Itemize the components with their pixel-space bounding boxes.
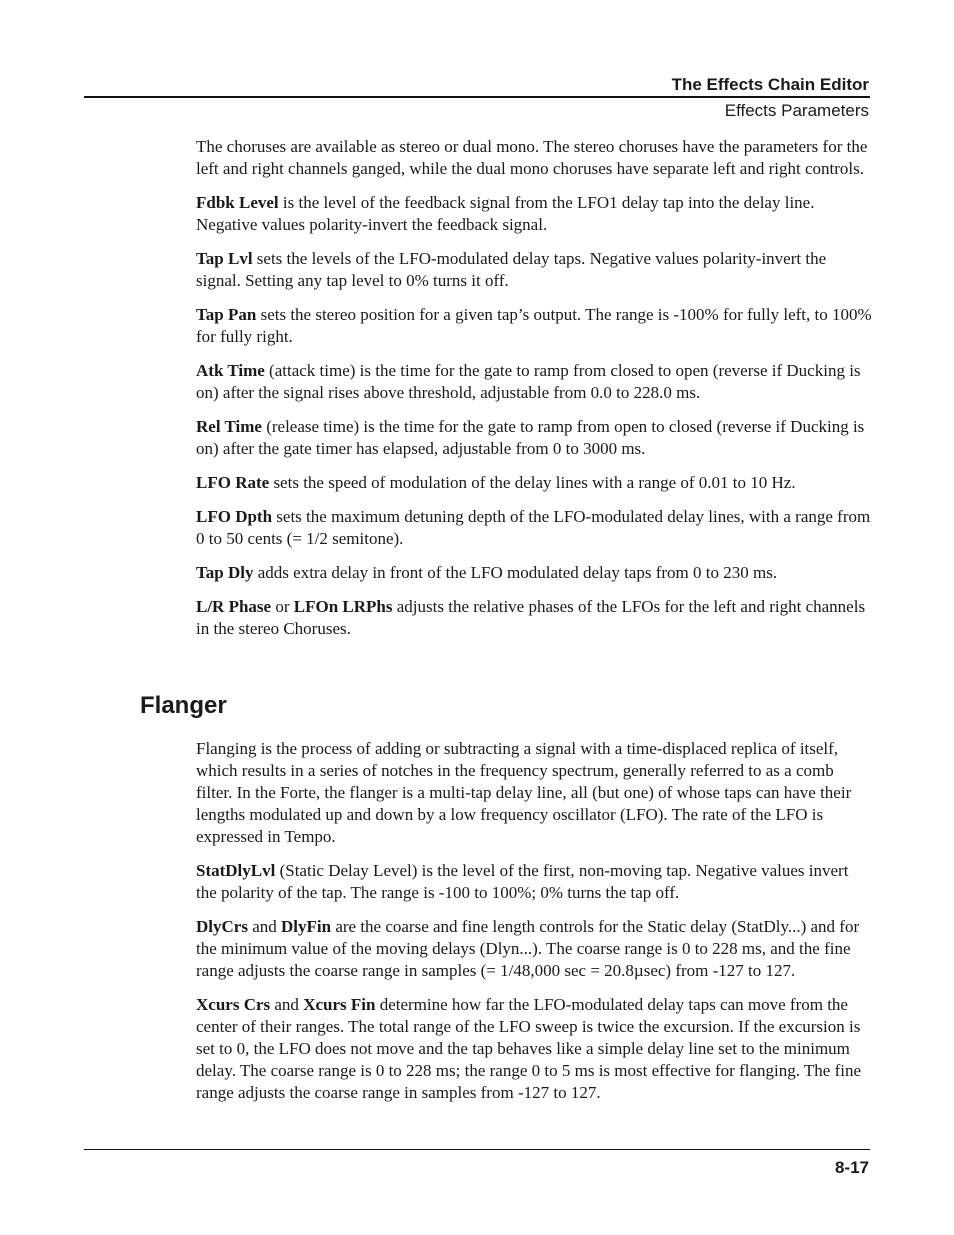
param-term: DlyFin (281, 917, 332, 936)
param-joiner: or (271, 597, 294, 616)
param-description: sets the maximum detuning depth of the LFO-modulated delay lines, with a range from 0 to 50 cents (= 1/2 semitone). (196, 507, 871, 548)
section-heading-flanger: Flanger (140, 692, 227, 719)
param-term: LFOn LRPhs (293, 597, 393, 616)
param-description: sets the stereo position for a given tap’s output. The range is -100% for fully left, to 100% for fully right. (196, 305, 872, 346)
param-atk-time (196, 360, 872, 404)
param-term: LFO Rate (196, 473, 270, 492)
param-term: Fdbk Level (196, 193, 279, 212)
param-xcurs (196, 994, 872, 1104)
param-fdbk-level (196, 192, 872, 236)
chorus-section (196, 136, 872, 640)
param-term: L/R Phase (196, 597, 272, 616)
param-term: DlyCrs (196, 917, 248, 936)
param-term: Xcurs Crs (196, 995, 271, 1014)
footer-rule (84, 1149, 870, 1150)
param-lfo-rate (196, 472, 872, 494)
param-description: (Static Delay Level) is the level of the first, non-moving tap. Negative values invert the polarity of the tap. The range is -100 to 100%; 0% turns the tap off. (196, 861, 849, 902)
header-rule (84, 96, 870, 98)
param-joiner: and (270, 995, 304, 1014)
chorus-intro-paragraph: The choruses are available as stereo or dual mono. The stereo choruses have the parameters for the left and right channels ganged, while the dual mono choruses have separate left and right controls. (196, 137, 868, 178)
param-statdlylvl (196, 860, 872, 904)
param-joiner: and (247, 917, 281, 936)
param-term: Atk Time (196, 361, 265, 380)
param-term: Xcurs Fin (303, 995, 376, 1014)
param-term: Rel Time (196, 417, 262, 436)
param-term: StatDlyLvl (196, 861, 276, 880)
param-description: determine how far the LFO-modulated delay taps can move from the center of their ranges. The total range of the LFO sweep is twice the excursion. If the excursion is set to 0, the LFO does not move and the tap behaves like a simple delay line set to the minimum delay. The coarse range is 0 to 228 ms; the range 0 to 5 ms is most effective for flanging. The fine range adjusts the coarse range in samples from -127 to 127. (196, 995, 862, 1102)
param-lfo-dpth (196, 506, 872, 550)
param-dlycrs-dlyfin (196, 916, 872, 982)
param-description: (attack time) is the time for the gate to ramp from closed to open (reverse if Ducking is on) after the signal rises above threshold, adjustable from 0.0 to 228.0 ms. (196, 361, 861, 402)
param-term: LFO Dpth (196, 507, 273, 526)
param-tap-lvl (196, 248, 872, 292)
param-description: adds extra delay in front of the LFO modulated delay taps from 0 to 230 ms. (253, 563, 778, 582)
flanger-intro-paragraph: Flanging is the process of adding or subtracting a signal with a time-displaced replica of itself, which results in a series of notches in the frequency spectrum, generally referred to as a comb filter. In the Forte, the flanger is a multi-tap delay line, all (but one) of whose taps can have their lengths modulated up and down by a low frequency oscillator (LFO). The rate of the LFO is expressed in Tempo. (196, 739, 852, 846)
param-description: adjusts the relative phases of the LFOs for the left and right channels in the stereo Choruses. (196, 597, 866, 638)
param-tap-dly (196, 562, 872, 584)
param-term: Tap Lvl (196, 249, 253, 268)
param-term: Tap Pan (196, 305, 257, 324)
running-header-subtitle: Effects Parameters (724, 101, 869, 120)
page-number: 8-17 (834, 1158, 869, 1177)
running-header-title: The Effects Chain Editor (671, 75, 869, 94)
param-description: (release time) is the time for the gate to ramp from open to closed (reverse if Ducking is on) after the gate timer has elapsed, adjustable from 0 to 3000 ms. (196, 417, 865, 458)
param-description: is the level of the feedback signal from the LFO1 delay tap into the delay line. Negative values polarity-invert the feedback signal. (196, 193, 815, 234)
flanger-section (196, 738, 872, 1104)
param-rel-time (196, 416, 872, 460)
param-lr-phase (196, 596, 872, 640)
param-description: are the coarse and fine length controls for the Static delay (StatDly...) and for the minimum value of the moving delays (Dlyn...). The coarse range is 0 to 228 ms, and the fine range adjusts the coarse range in samples (= 1/48,000 sec = 20.8µsec) from -127 to 127. (196, 917, 860, 980)
param-description: sets the levels of the LFO-modulated delay taps. Negative values polarity-invert the signal. Setting any tap level to 0% turns it off. (196, 249, 827, 290)
param-tap-pan (196, 304, 872, 348)
param-description: sets the speed of modulation of the delay lines with a range of 0.01 to 10 Hz. (269, 473, 796, 492)
param-term: Tap Dly (196, 563, 254, 582)
